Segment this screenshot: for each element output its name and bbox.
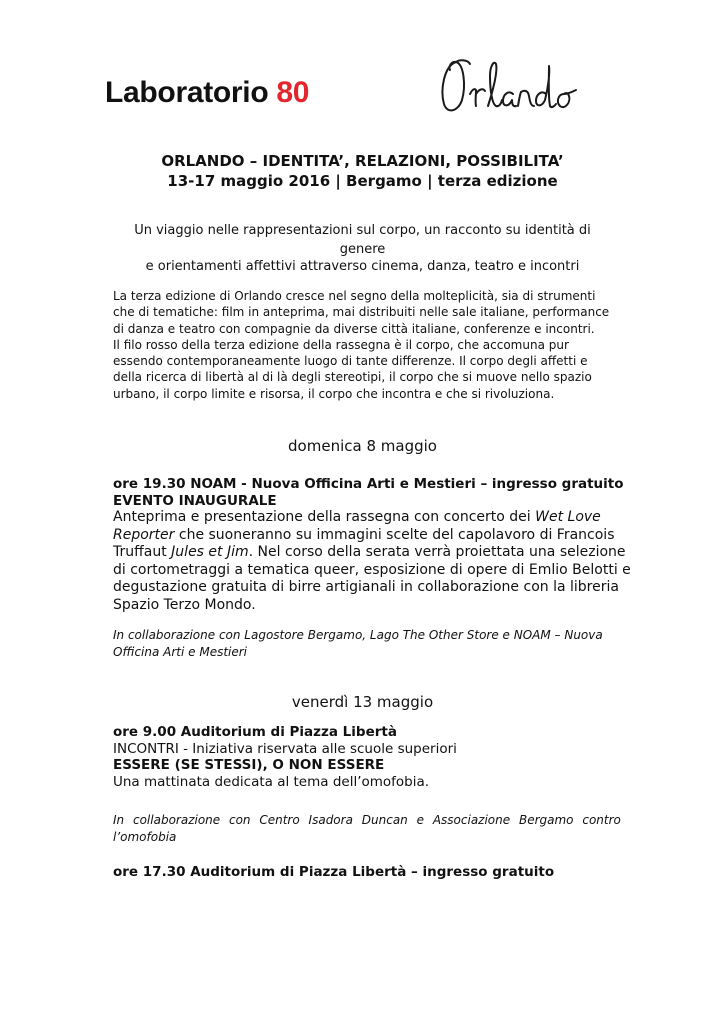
event-time-place: ore 19.30 NOAM - Nuova Officina Arti e Mestieri – ingresso gratuito (113, 476, 624, 492)
document-subtitle: 13-17 maggio 2016 | Bergamo | terza edizione (167, 172, 558, 190)
event-description-line: degustazione gratuita di birre artigianali in collaborazione con la libreria (113, 579, 619, 595)
description-paragraph (113, 288, 613, 402)
document-title: ORLANDO – IDENTITA’, RELAZIONI, POSSIBILITA’ (161, 152, 564, 170)
intro-line-3: e orientamenti affettivi attraverso cinema, danza, teatro e incontri (145, 259, 580, 274)
logo-word: Laboratorio (105, 76, 269, 109)
event-afternoon-time-place: ore 17.30 Auditorium di Piazza Libertà – ingresso gratuito (113, 864, 555, 880)
day-heading-8-maggio: domenica 8 maggio (288, 437, 437, 455)
day-heading-13-maggio: venerdì 13 maggio (291, 693, 434, 711)
laboratorio-80-logo (105, 76, 309, 110)
orlando-script-logo (438, 50, 598, 120)
event-description-line: Anteprima e presentazione della rassegna con concerto dei Wet Love (113, 509, 601, 525)
description-line: che di tematiche: film in anteprima, mai distribuiti nelle sale italiane, performance (113, 305, 610, 320)
description-line: essendo contemporaneamente luogo di tante differenze. Il corpo degli affetti e (113, 354, 588, 369)
event-label: EVENTO INAUGURALE (113, 492, 277, 509)
event-description-line: Una mattinata dedicata al tema dell’omofobia. (113, 773, 430, 790)
event-time-place: ore 9.00 Auditorium di Piazza Libertà (113, 724, 397, 740)
event-description-line: di cortometraggi a tematica queer, esposizione di opere di Emlio Belotti e (113, 561, 631, 578)
collaboration-note-1: In collaborazione con Lagostore Bergamo, Lago The Other Store e NOAM – Nuova Officina Arti e Mestieri (113, 628, 603, 659)
description-line: La terza edizione di Orlando cresce nel segno della molteplicità, sia di strumenti (113, 289, 596, 303)
event-incontri (113, 724, 623, 790)
event-description-line: Spazio Terzo Mondo. (113, 596, 256, 613)
description-line: della ricerca di libertà al di là degli stereotipi, il corpo che si muove nello spazio (113, 370, 592, 385)
event-type-line: INCONTRI - Iniziativa riservata alle scuole superiori (113, 740, 457, 757)
intro-line-1: Un viaggio nelle rappresentazioni sul corpo, un racconto su identità di (134, 223, 591, 238)
collaboration-note-2: In collaborazione con Centro Isadora Duncan e Associazione Bergamo contro l’omofobia (113, 813, 621, 844)
description-line: urbano, il corpo limite e risorsa, il corpo che incontra e che si rivoluziona. (113, 386, 555, 401)
event-label: ESSERE (SE STESSI), O NON ESSERE (113, 757, 385, 773)
event-description-line: Truffaut Jules et Jim. Nel corso della serata verrà proiettata una selezione (113, 544, 626, 560)
description-line: di danza e teatro con compagnie da diverse città italiane, conferenze e incontri. (113, 321, 595, 336)
event-description-line: Reporter che suoneranno su immagini scelte del capolavoro di Francois (113, 526, 615, 543)
event-inaugural (113, 476, 631, 614)
logo-number: 80 (276, 76, 310, 109)
description-line: Il filo rosso della terza edizione della rassegna è il corpo, che accomuna pur (113, 337, 569, 352)
intro-line-2: genere (339, 242, 386, 257)
